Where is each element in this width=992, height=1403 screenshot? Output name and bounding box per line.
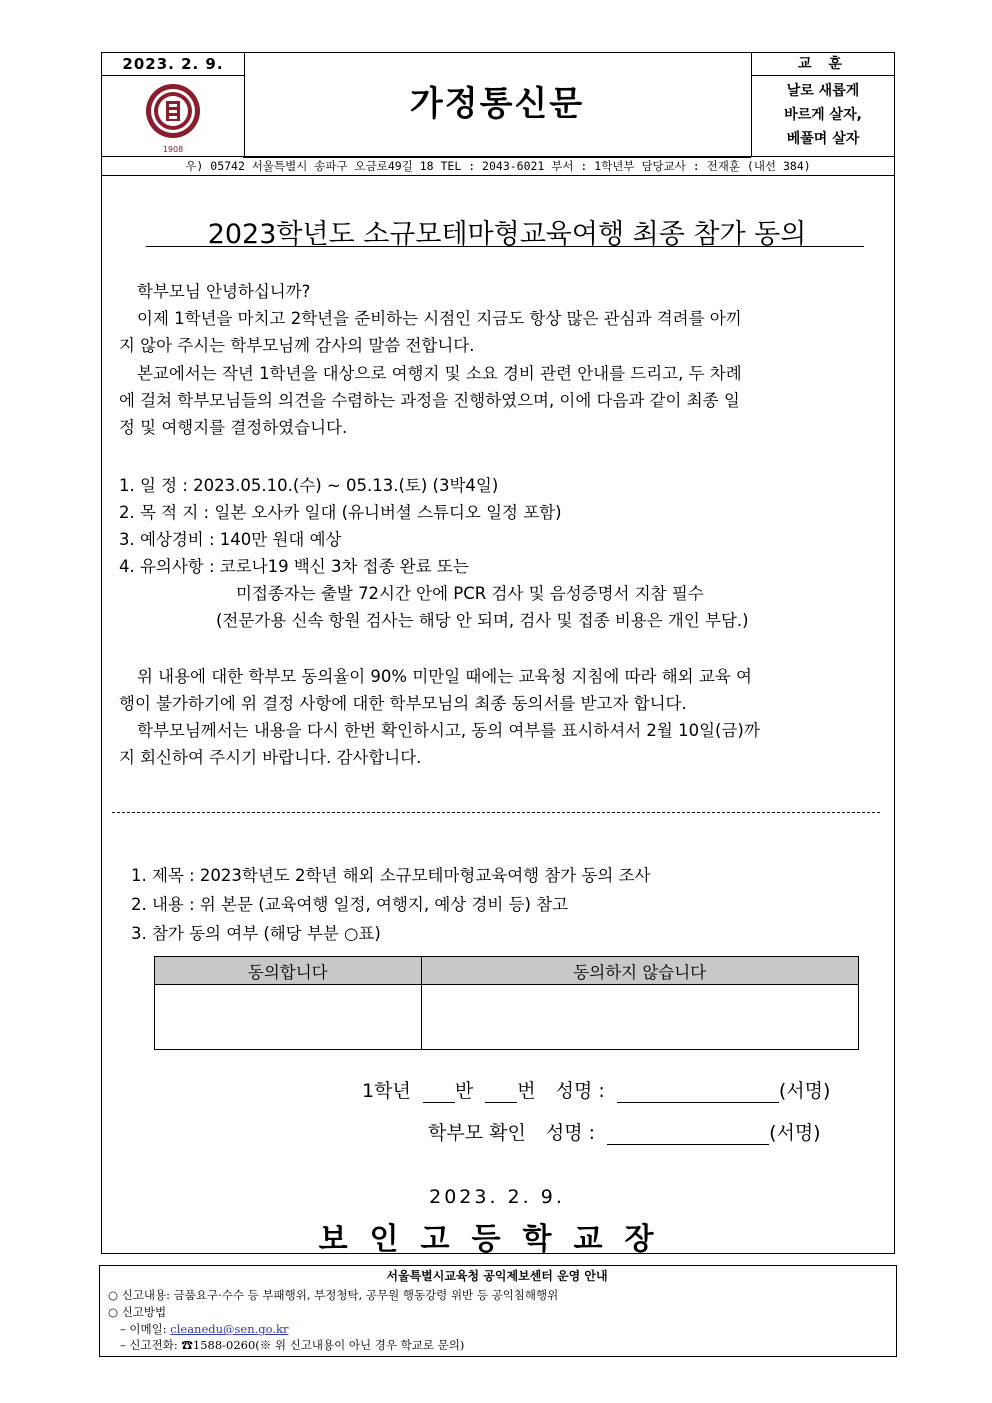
parent-name-label: 성명 : (545, 1122, 596, 1144)
intro-line: 본교에서는 작년 1학년을 대상으로 여행지 및 소요 경비 관련 안내를 드리고, 두 차례 (137, 364, 742, 383)
motto-box (751, 74, 895, 157)
notice-email-row (120, 1321, 289, 1337)
intro-line: 정 및 여행지를 결정하였습니다. (119, 418, 348, 437)
cut-line (112, 812, 880, 813)
email-label: – 이메일: (120, 1322, 171, 1336)
agree-cell[interactable] (155, 985, 422, 1050)
motto-line: 베풀며 살자 (786, 131, 860, 147)
closing-line: 행이 불가하기에 위 결정 사항에 대한 학부모님의 최종 동의서를 받고자 합니다. (119, 694, 687, 713)
class-label: 반 (454, 1080, 474, 1102)
motto-heading: 교 훈 (751, 52, 895, 76)
closing-line: 학부모님께서는 내용을 다시 한번 확인하시고, 동의 여부를 표시하셔서 2월 10일(금)까 (137, 721, 760, 740)
principal-signature: 보인고등학교장 (318, 1222, 676, 1257)
notice-report-content: ○ 신고내용: 금품요구·수수 등 부패행위, 부정청탁, 공무원 행동강령 위반 등 공익침해행위 (108, 1288, 559, 1302)
school-logo-box (101, 74, 245, 157)
school-address: 우) 05742 서울특별시 송파구 오금로49길 18 TEL : 2043-6021 부서 : 1학년부 담당교사 : 전재훈 (내선 384) (101, 156, 895, 176)
intro-line: 이제 1학년을 마치고 2학년을 준비하는 시점인 지금도 항상 많은 관심과 격려를 아끼 (137, 309, 742, 328)
newsletter-title: 가정통신문 (409, 84, 585, 124)
parent-name-blank[interactable] (607, 1144, 769, 1145)
title-underline (146, 246, 864, 247)
cost-item: 3. 예상경비 : 140만 원대 예상 (119, 530, 342, 549)
school-emblem-logo (102, 74, 244, 156)
notice-title: 서울특별시교육청 공익제보센터 운영 안내 (386, 1269, 608, 1283)
schedule-item: 1. 일 정 : 2023.05.10.(수) ~ 05.13.(토) (3박4일) (119, 476, 499, 495)
letter-date: 2023. 2. 9. (429, 1186, 565, 1208)
intro-greeting: 학부모님 안녕하십니까? (137, 282, 311, 301)
student-signature-row (362, 1076, 830, 1103)
intro-line: 에 걸쳐 학부모님들의 의견을 수렴하는 과정을 진행하였으며, 이에 다음과 같이 최종 일 (119, 391, 740, 410)
grade-label: 1학년 (362, 1080, 411, 1102)
notice-phone: – 신고전화: ☎1588-0260(※ 위 신고내용이 아닌 경우 학교로 문의) (120, 1338, 465, 1352)
document-title: 2023학년도 소규모테마형교육여행 최종 참가 동의 (207, 219, 807, 250)
closing-line: 지 회신하여 주시기 바랍니다. 감사합니다. (119, 748, 422, 767)
caution-detail: 미접종자는 출발 72시간 안에 PCR 검사 및 음성증명서 지참 필수 (236, 584, 704, 603)
student-name-label: 성명 : (555, 1080, 605, 1102)
destination-item: 2. 목 적 지 : 일본 오사카 일대 (유니버셜 스튜디오 일정 포함) (119, 503, 562, 522)
parent-sign-suffix: (서명) (769, 1122, 821, 1144)
number-blank[interactable] (485, 1102, 517, 1103)
student-sign-suffix: (서명) (778, 1080, 831, 1102)
intro-line: 지 않아 주시는 학부모님께 감사의 말씀 전합니다. (119, 336, 475, 355)
motto-line: 바르게 살자, (784, 107, 862, 123)
email-link[interactable]: cleanedu@sen.go.kr (170, 1322, 289, 1336)
survey-subject: 1. 제목 : 2023학년도 2학년 해외 소규모테마형교육여행 참가 동의 조사 (131, 866, 651, 885)
class-blank[interactable] (423, 1102, 455, 1103)
survey-content: 2. 내용 : 위 본문 (교육여행 일정, 여행지, 예상 경비 등) 참고 (131, 895, 569, 914)
survey-consent-question: 3. 참가 동의 여부 (해당 부분 ○표) (131, 924, 381, 943)
student-name-blank[interactable] (617, 1102, 779, 1103)
disagree-header: 동의하지 않습니다 (421, 957, 859, 985)
number-label: 번 (517, 1080, 536, 1102)
motto-line: 날로 새롭게 (786, 83, 860, 99)
disagree-cell[interactable] (421, 985, 859, 1050)
parent-label: 학부모 확인 (428, 1122, 526, 1144)
notice-report-method: ○ 신고방법 (108, 1305, 167, 1319)
logo-year: 1908 (162, 145, 184, 154)
caution-note: (전문가용 신속 항원 검사는 해당 안 되며, 검사 및 접종 비용은 개인 부담.) (216, 611, 749, 630)
closing-line: 위 내용에 대한 학부모 동의율이 90% 미만일 때에는 교육청 지침에 따라 해외 교육 여 (137, 667, 752, 686)
caution-item: 4. 유의사항 : 코로나19 백신 3차 접종 완료 또는 (119, 557, 469, 576)
issue-date: 2023. 2. 9. (101, 52, 245, 76)
parent-signature-row (428, 1118, 821, 1145)
agree-header: 동의합니다 (155, 957, 422, 985)
consent-table (154, 956, 859, 1050)
